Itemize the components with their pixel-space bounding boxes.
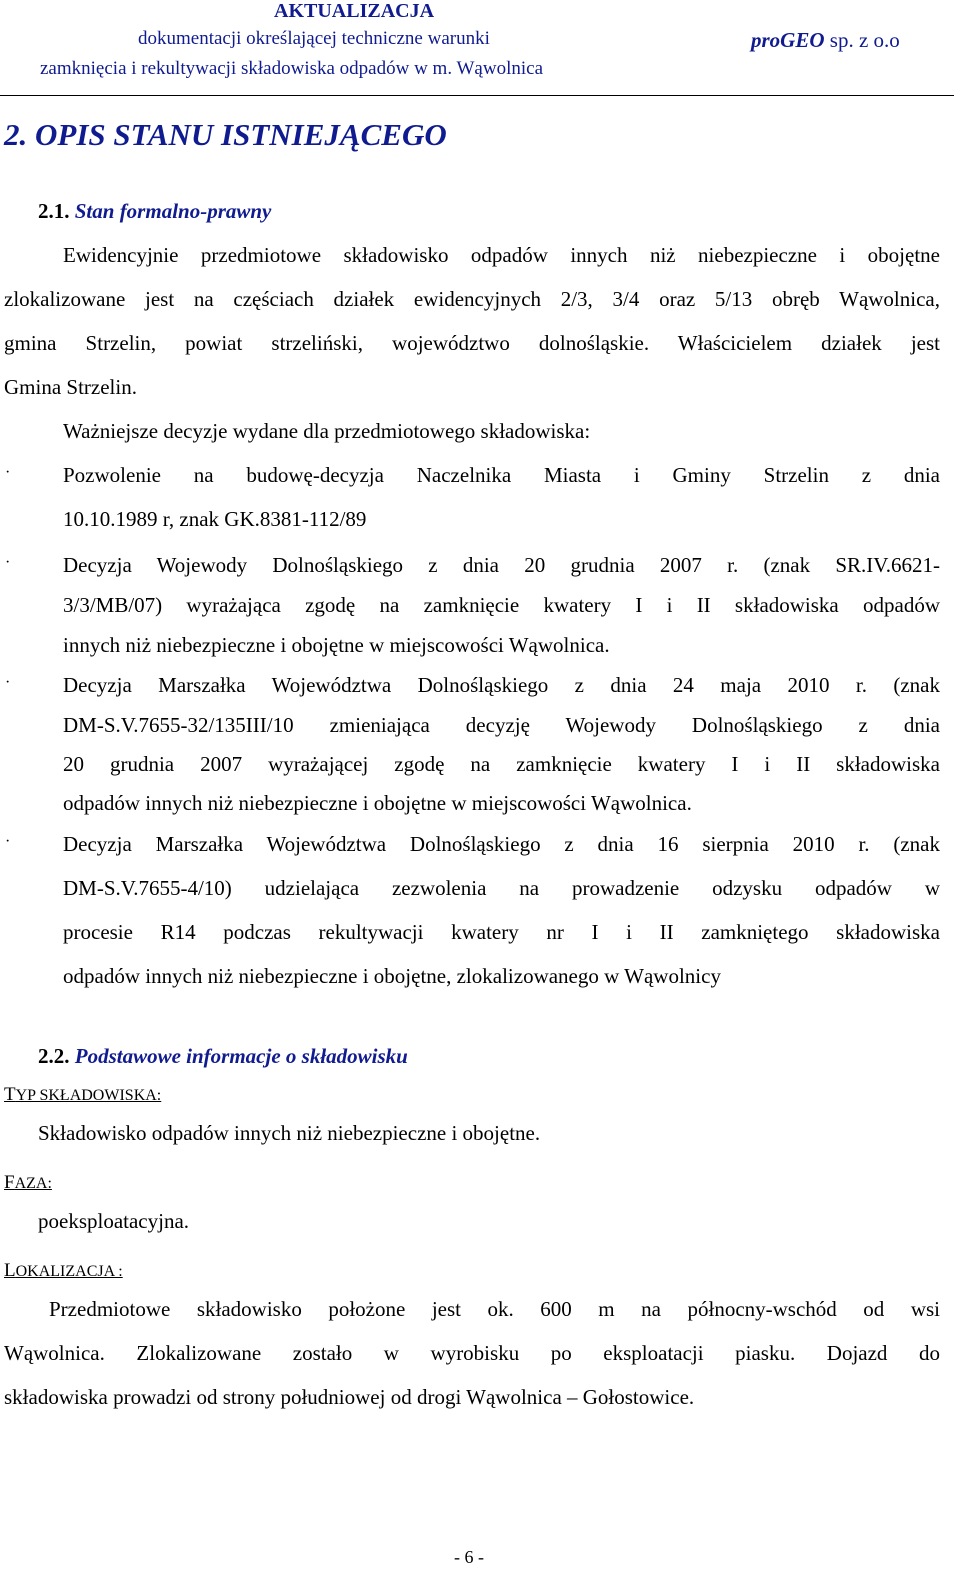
- subsection-title: Podstawowe informacje o składowisku: [69, 1044, 408, 1068]
- header-divider: [0, 95, 954, 96]
- subsection-heading-2-1: [38, 199, 271, 224]
- decision-line: 20 grudnia 2007 wyrażającej zgodę na zamknięcie kwatery I i II składowiska: [63, 752, 940, 776]
- subsection-number: 2.1.: [38, 199, 70, 223]
- decision-line: procesie R14 podczas rekultywacji kwatery nr I i II zamkniętego składowiska: [63, 920, 940, 944]
- label-rest: AZA:: [14, 1175, 52, 1192]
- label-cap: T: [4, 1084, 16, 1105]
- bullet-marker: ·: [5, 833, 11, 850]
- company-name-bold: proGEO: [751, 28, 825, 52]
- lokalizacja-line: składowiska prowadzi od strony południowej od drogi Wąwolnica – Gołostowice.: [4, 1385, 695, 1409]
- label-faza: [4, 1172, 52, 1194]
- decision-line: DM-S.V.7655-32/135III/10 zmieniająca decyzję Wojewody Dolnośląskiego z dnia: [63, 713, 940, 737]
- header-subtitle-line1: dokumentacji określającej techniczne warunki: [138, 28, 490, 49]
- subsection-heading-2-2: [38, 1044, 408, 1069]
- paragraph-line: Ewidencyjnie przedmiotowe składowisko odpadów innych niż niebezpieczne i obojętne: [63, 243, 940, 267]
- subsection-number: 2.2.: [38, 1044, 70, 1068]
- bullet-marker: ·: [5, 674, 11, 691]
- subsection-title: Stan formalno-prawny: [69, 199, 272, 223]
- decision-line: odpadów innych niż niebezpieczne i obojętne, zlokalizowanego w Wąwolnicy: [63, 964, 721, 988]
- bullet-marker: ·: [5, 464, 11, 481]
- header-title: AKTUALIZACJA: [274, 0, 435, 22]
- decision-line: Decyzja Marszałka Województwa Dolnośląskiego z dnia 16 sierpnia 2010 r. (znak: [63, 832, 940, 856]
- page-number: - 6 -: [454, 1547, 484, 1567]
- bullet-marker: ·: [5, 554, 11, 571]
- decision-line: Decyzja Marszałka Województwa Dolnośląskiego z dnia 24 maja 2010 r. (znak: [63, 673, 940, 697]
- lokalizacja-line: Przedmiotowe składowisko położone jest ok. 600 m na północny-wschód od wsi: [49, 1297, 940, 1321]
- label-lokalizacja: [4, 1260, 123, 1282]
- decision-line: Pozwolenie na budowę-decyzja Naczelnika Miasta i Gminy Strzelin z dnia: [63, 463, 940, 487]
- decision-line: odpadów innych niż niebezpieczne i obojętne w miejscowości Wąwolnica.: [63, 791, 692, 815]
- paragraph-line: Gmina Strzelin.: [4, 375, 137, 399]
- label-rest: YP SKŁADOWISKA:: [15, 1087, 162, 1104]
- faza-value: poeksploatacyjna.: [38, 1209, 190, 1233]
- decision-line: innych niż niebezpieczne i obojętne w miejscowości Wąwolnica.: [63, 633, 610, 657]
- decision-line: Decyzja Wojewody Dolnośląskiego z dnia 20 grudnia 2007 r. (znak SR.IV.6621-: [63, 553, 940, 577]
- lokalizacja-line: Wąwolnica. Zlokalizowane zostało w wyrobisku po eksploatacji piasku. Dojazd do: [4, 1341, 940, 1365]
- label-typ-skladowiska: [4, 1084, 161, 1106]
- label-rest: OKALIZACJA :: [15, 1263, 123, 1280]
- decisions-intro: Ważniejsze decyzje wydane dla przedmiotowego składowiska:: [63, 419, 591, 443]
- paragraph-line: zlokalizowane jest na częściach działek ewidencyjnych 2/3, 3/4 oraz 5/13 obręb Wąwolnica,: [4, 287, 940, 311]
- decision-line: 10.10.1989 r, znak GK.8381-112/89: [63, 507, 367, 531]
- decision-line: 3/3/MB/07) wyrażająca zgodę na zamknięcie kwatery I i II składowiska odpadów: [63, 593, 940, 617]
- company-name: [751, 28, 900, 53]
- label-cap: F: [4, 1172, 15, 1193]
- section-heading: 2. OPIS STANU ISTNIEJĄCEGO: [4, 117, 447, 152]
- paragraph-line: gmina Strzelin, powiat strzeliński, województwo dolnośląskie. Właścicielem działek jest: [4, 331, 940, 355]
- header-subtitle-line2: zamknięcia i rekultywacji składowiska odpadów w m. Wąwolnica: [40, 58, 543, 79]
- typ-value: Składowisko odpadów innych niż niebezpieczne i obojętne.: [38, 1121, 541, 1145]
- decision-line: DM-S.V.7655-4/10) udzielająca zezwolenia na prowadzenie odzysku odpadów w: [63, 876, 940, 900]
- label-cap: L: [4, 1260, 16, 1281]
- company-name-rest: sp. z o.o: [824, 28, 900, 52]
